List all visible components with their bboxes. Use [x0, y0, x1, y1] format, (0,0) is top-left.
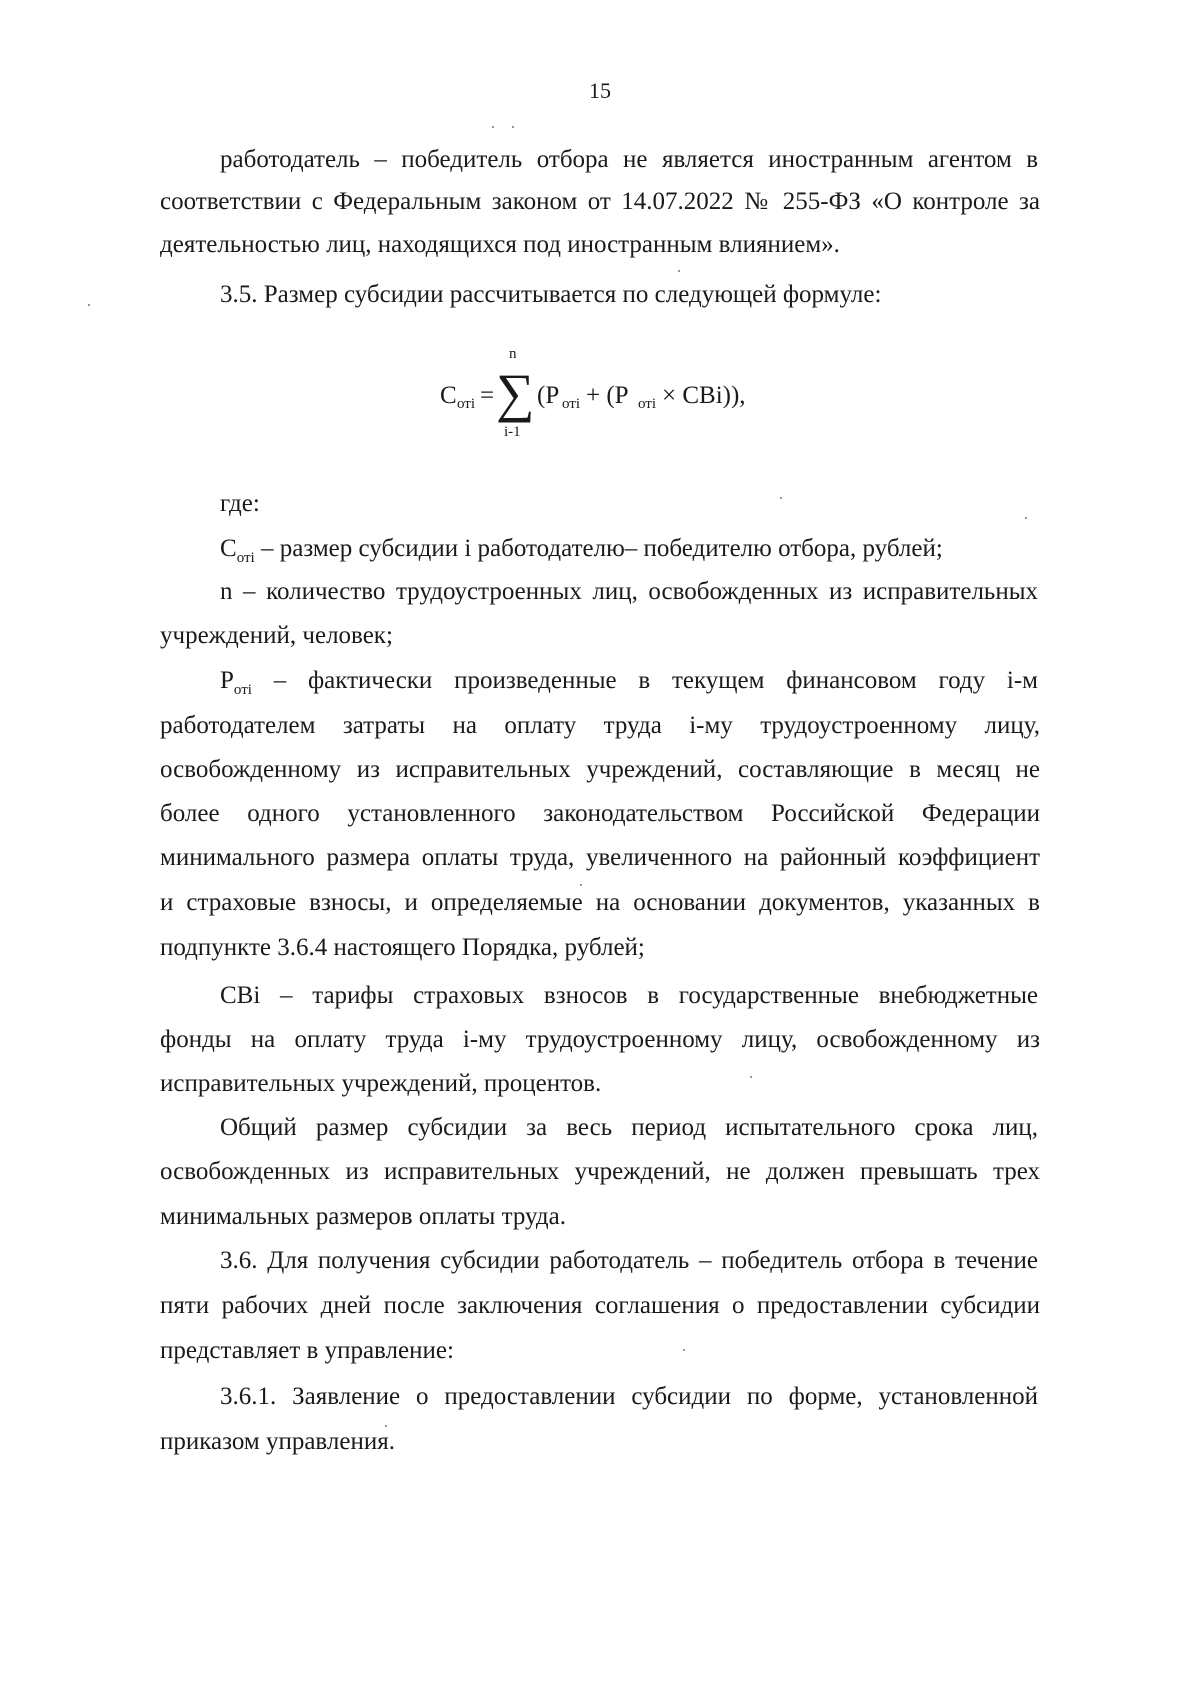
text-line: подпункте 3.6.4 настоящего Порядка, рублей; [160, 934, 645, 961]
text-line: приказом управления. [160, 1428, 395, 1455]
text-line: 3.6. Для получения субсидии работодатель – победитель отбора в течение [220, 1247, 1038, 1274]
formula-term-p2: + (P [586, 382, 629, 409]
text-line: представляет в управление: [160, 1337, 454, 1364]
text-line: 3.6.1. Заявление о предоставлении субсидии по форме, установленной [220, 1383, 1038, 1410]
definition-c-subscript: отi [236, 550, 255, 566]
scan-speck [385, 1425, 387, 1427]
scan-speck [780, 497, 782, 499]
formula-sum-sign: ∑ [496, 363, 535, 423]
definition-c [220, 533, 1100, 574]
scan-speck [492, 126, 494, 128]
formula-sum-lower-limit: i-1 [504, 424, 521, 440]
text-line: минимального размера оплаты труда, увеличенного на районный коэффициент [160, 844, 1040, 871]
scan-speck [683, 1349, 685, 1351]
text-line: освобожденных из исправительных учреждений, не должен превышать трех [160, 1158, 1040, 1185]
scan-speck [512, 126, 514, 128]
formula-lhs: C [440, 382, 457, 409]
text-line: минимальных размеров оплаты труда. [160, 1203, 566, 1230]
where-label: где: [220, 490, 260, 517]
text-line: освобожденному из исправительных учреждений, составляющие в месяц не [160, 756, 1040, 783]
scan-speck [750, 1076, 752, 1078]
formula-sum-upper-limit: n [509, 346, 517, 362]
text-line [220, 665, 1038, 706]
formula-term-p-subscript: отi [562, 396, 581, 412]
text-line: n – количество трудоустроенных лиц, освобожденных из исправительных [220, 578, 1038, 605]
formula-term-p: (P [537, 382, 560, 409]
definition-p-subscript: отi [233, 682, 252, 698]
text-line: пяти рабочих дней после заключения соглашения о предоставлении субсидии [160, 1292, 1040, 1319]
definition-c-symbol: C [220, 535, 237, 562]
scan-speck [678, 270, 680, 272]
text-line: исправительных учреждений, процентов. [160, 1070, 602, 1097]
section-3-5-heading: 3.5. Размер субсидии рассчитывается по следующей формуле: [220, 281, 882, 308]
text-line: соответствии с Федеральным законом от 14.07.2022 № 255-ФЗ «О контроле за [160, 188, 1040, 215]
page-number: 15 [589, 78, 611, 103]
text-line: CBi – тарифы страховых взносов в государственные внебюджетные [220, 982, 1038, 1009]
scan-speck [88, 304, 90, 306]
scan-speck [580, 884, 582, 886]
formula-term-p2-subscript: отi [638, 396, 657, 412]
text-line: деятельностью лиц, находящихся под иностранным влиянием». [160, 231, 840, 258]
text-line: более одного установленного законодательством Российской Федерации [160, 800, 1040, 827]
text-line: и страховые взносы, и определяемые на основании документов, указанных в [160, 889, 1040, 916]
definition-p-symbol: P [220, 667, 234, 694]
text-line: Общий размер субсидии за весь период испытательного срока лиц, [220, 1114, 1038, 1141]
formula-term-cbi: × CBi)), [662, 382, 746, 409]
definition-p-text: – фактически произведенные в текущем финансовом году i-м [251, 667, 1038, 694]
scan-speck [1025, 517, 1027, 519]
definition-c-text: – размер субсидии i работодателю– победителю отбора, рублей; [254, 535, 943, 562]
text-line: учреждений, человек; [160, 622, 393, 649]
formula-lhs-subscript: отi [457, 396, 476, 412]
text-line: работодатель – победитель отбора не является иностранным агентом в [220, 146, 1038, 173]
text-line: работодателем затраты на оплату труда i-му трудоустроенному лицу, [160, 712, 1040, 739]
formula-equals: = [480, 382, 495, 409]
text-line: фонды на оплату труда i-му трудоустроенному лицу, освобожденному из [160, 1026, 1040, 1053]
